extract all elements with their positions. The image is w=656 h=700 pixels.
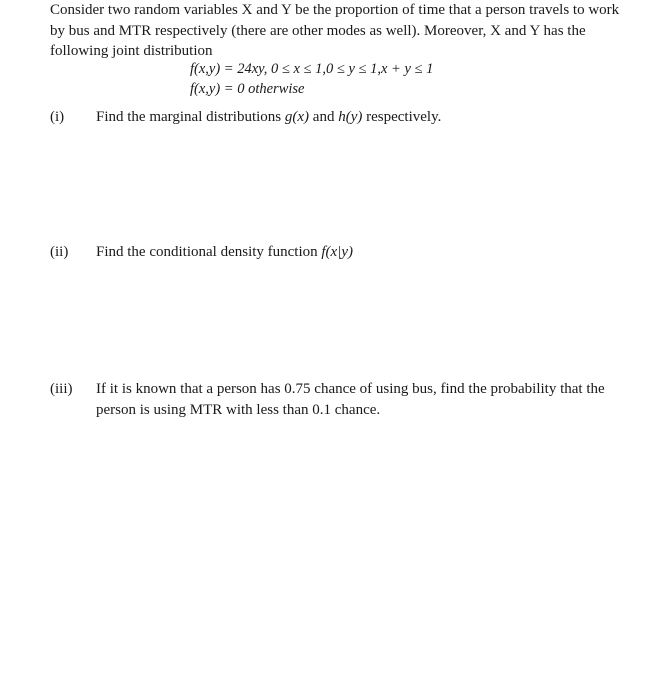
question-2-math-conditional: f(x|y) (321, 244, 353, 260)
question-2-number: (ii) (50, 244, 69, 260)
question-3-number: (iii) (50, 381, 73, 397)
question-1-math-h: h(y) (338, 109, 363, 125)
question-1-text-mid: and (309, 109, 339, 125)
question-1-text-before: Find the marginal distributions (96, 109, 285, 125)
question-1-text (96, 107, 636, 128)
joint-density-otherwise: f(x,y) = 0 otherwise (190, 81, 305, 97)
joint-density-equation: f(x,y) = 24xy, 0 ≤ x ≤ 1,0 ≤ y ≤ 1,x + y ≤ 1 (190, 61, 434, 77)
question-2-text-before: Find the conditional density function (96, 244, 322, 260)
question-1-number: (i) (50, 109, 65, 125)
question-2-text (96, 242, 636, 263)
question-1-math-g: g(x) (284, 109, 310, 125)
question-1-text-after: respectively. (362, 109, 442, 125)
question-3-text: If it is known that a person has 0.75 chance of using bus, find the probability that the person is using MTR with less than 0.1 chance. (96, 381, 605, 418)
problem-intro: Consider two random variables X and Y be the proportion of time that a person travels to work by bus and MTR respectively (there are other modes as well). Moreover, X and Y has the following joint distribution (50, 2, 620, 59)
